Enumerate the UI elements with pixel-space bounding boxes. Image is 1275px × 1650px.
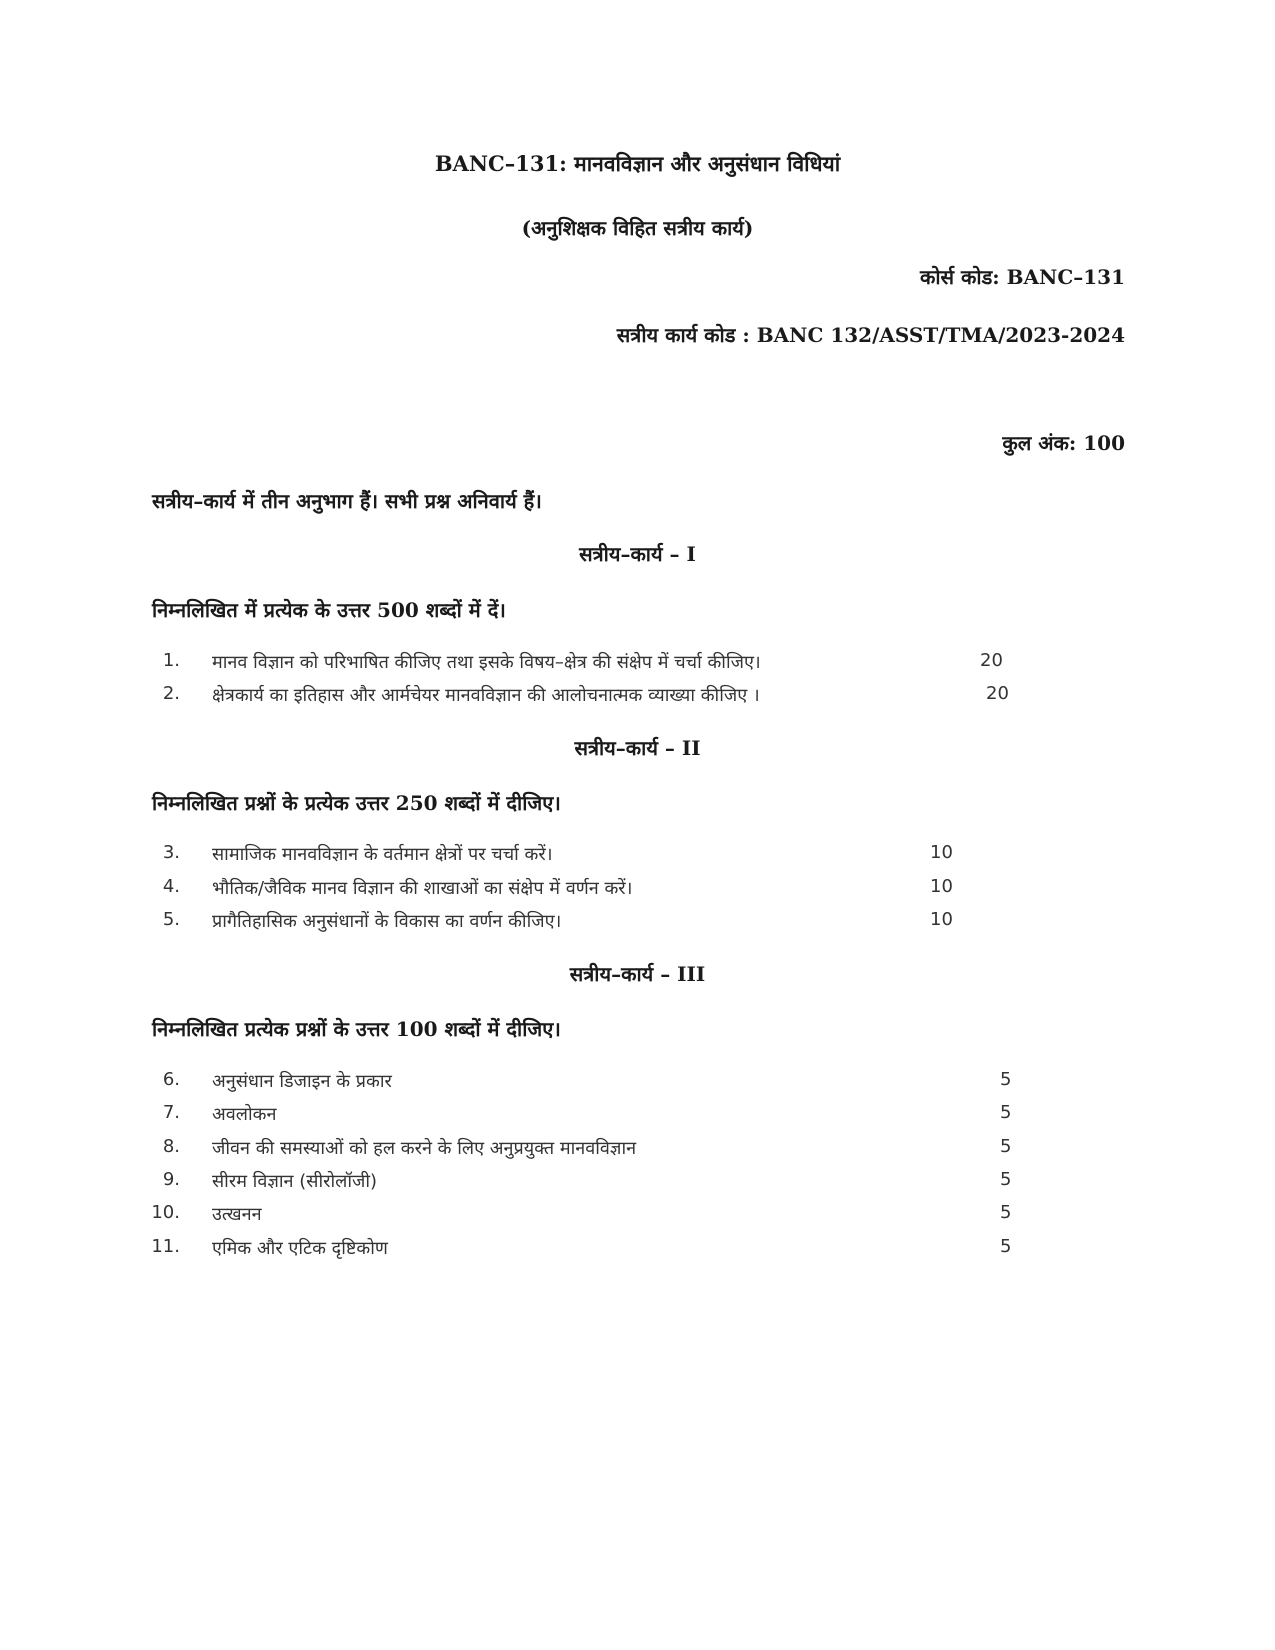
question-marks: 10 (930, 842, 953, 863)
section-heading: सत्रीय–कार्य – II (574, 736, 701, 760)
question-text: एमिक और एटिक दृष्टिकोण (212, 1238, 388, 1259)
question-text: जीवन की समस्याओं को हल करने के लिए अनुप्रयुक्त मानवविज्ञान (212, 1138, 637, 1159)
question-marks: 10 (930, 909, 953, 930)
total-marks: कुल अंक: 100 (1002, 431, 1125, 455)
question-marks: 20 (980, 650, 1003, 671)
assignment-code: सत्रीय कार्य कोड : BANC 132/ASST/TMA/2023-2024 (616, 323, 1125, 347)
question-marks: 10 (930, 876, 953, 897)
question-number: 10. (151, 1202, 180, 1223)
question-marks: 5 (1000, 1169, 1012, 1190)
question-item (150, 683, 1020, 707)
question-number: 9. (162, 1169, 180, 1190)
question-number: 3. (162, 842, 180, 863)
question-marks: 5 (1000, 1236, 1012, 1257)
question-text: अवलोकन (212, 1104, 277, 1125)
document-title: BANC–131: मानवविज्ञान और अनुसंधान विधियां (434, 151, 841, 176)
section-heading: सत्रीय–कार्य – III (569, 962, 706, 986)
question-number: 2. (162, 683, 180, 704)
question-number: 1. (162, 650, 180, 671)
section-instruction: निम्नलिखित प्रत्येक प्रश्नों के उत्तर 100 शब्दों में दीजिए। (152, 1017, 561, 1041)
question-number: 7. (162, 1102, 180, 1123)
question-number: 4. (162, 876, 180, 897)
question-marks: 5 (1000, 1202, 1012, 1223)
question-marks: 5 (1000, 1102, 1012, 1123)
section-instruction: निम्नलिखित में प्रत्येक के उत्तर 500 शब्दों में दें। (152, 598, 506, 622)
section-heading: सत्रीय–कार्य – I (579, 542, 696, 566)
question-item (150, 1102, 1020, 1126)
course-code: कोर्स कोड: BANC–131 (920, 265, 1125, 289)
document-subtitle: (अनुशिक्षक विहित सत्रीय कार्य) (521, 216, 754, 240)
question-text: भौतिक/जैविक मानव विज्ञान की शाखाओं का संक्षेप में वर्णन करें। (212, 878, 633, 899)
question-text: क्षेत्रकार्य का इतिहास और आर्मचेयर मानवविज्ञान की आलोचनात्मक व्याख्या कीजिए । (212, 685, 760, 706)
question-marks: 20 (986, 683, 1009, 704)
question-marks: 5 (1000, 1136, 1012, 1157)
question-number: 5. (162, 909, 180, 930)
question-number: 11. (151, 1236, 180, 1257)
question-text: सीरम विज्ञान (सीरोलॉजी) (212, 1171, 378, 1192)
question-item (150, 909, 1020, 933)
question-number: 8. (162, 1136, 180, 1157)
question-number: 6. (162, 1069, 180, 1090)
question-item (150, 650, 1020, 674)
question-item (150, 1236, 1020, 1260)
question-item (150, 1202, 1020, 1226)
question-item (150, 842, 1020, 866)
question-text: उत्खनन (212, 1204, 262, 1225)
question-marks: 5 (1000, 1069, 1012, 1090)
question-text: अनुसंधान डिजाइन के प्रकार (212, 1071, 392, 1092)
question-text: सामाजिक मानवविज्ञान के वर्तमान क्षेत्रों पर चर्चा करें। (212, 844, 553, 865)
question-item (150, 1069, 1020, 1093)
section-instruction: निम्नलिखित प्रश्नों के प्रत्येक उत्तर 250 शब्दों में दीजिए। (152, 791, 561, 815)
general-instruction: सत्रीय–कार्य में तीन अनुभाग हैं। सभी प्रश्न अनिवार्य हैं। (152, 489, 542, 513)
question-item (150, 876, 1020, 900)
question-text: मानव विज्ञान को परिभाषित कीजिए तथा इसके विषय–क्षेत्र की संक्षेप में चर्चा कीजिए। (212, 652, 761, 673)
question-text: प्रागैतिहासिक अनुसंधानों के विकास का वर्णन कीजिए। (212, 911, 562, 932)
question-item (150, 1136, 1020, 1160)
question-item (150, 1169, 1020, 1193)
